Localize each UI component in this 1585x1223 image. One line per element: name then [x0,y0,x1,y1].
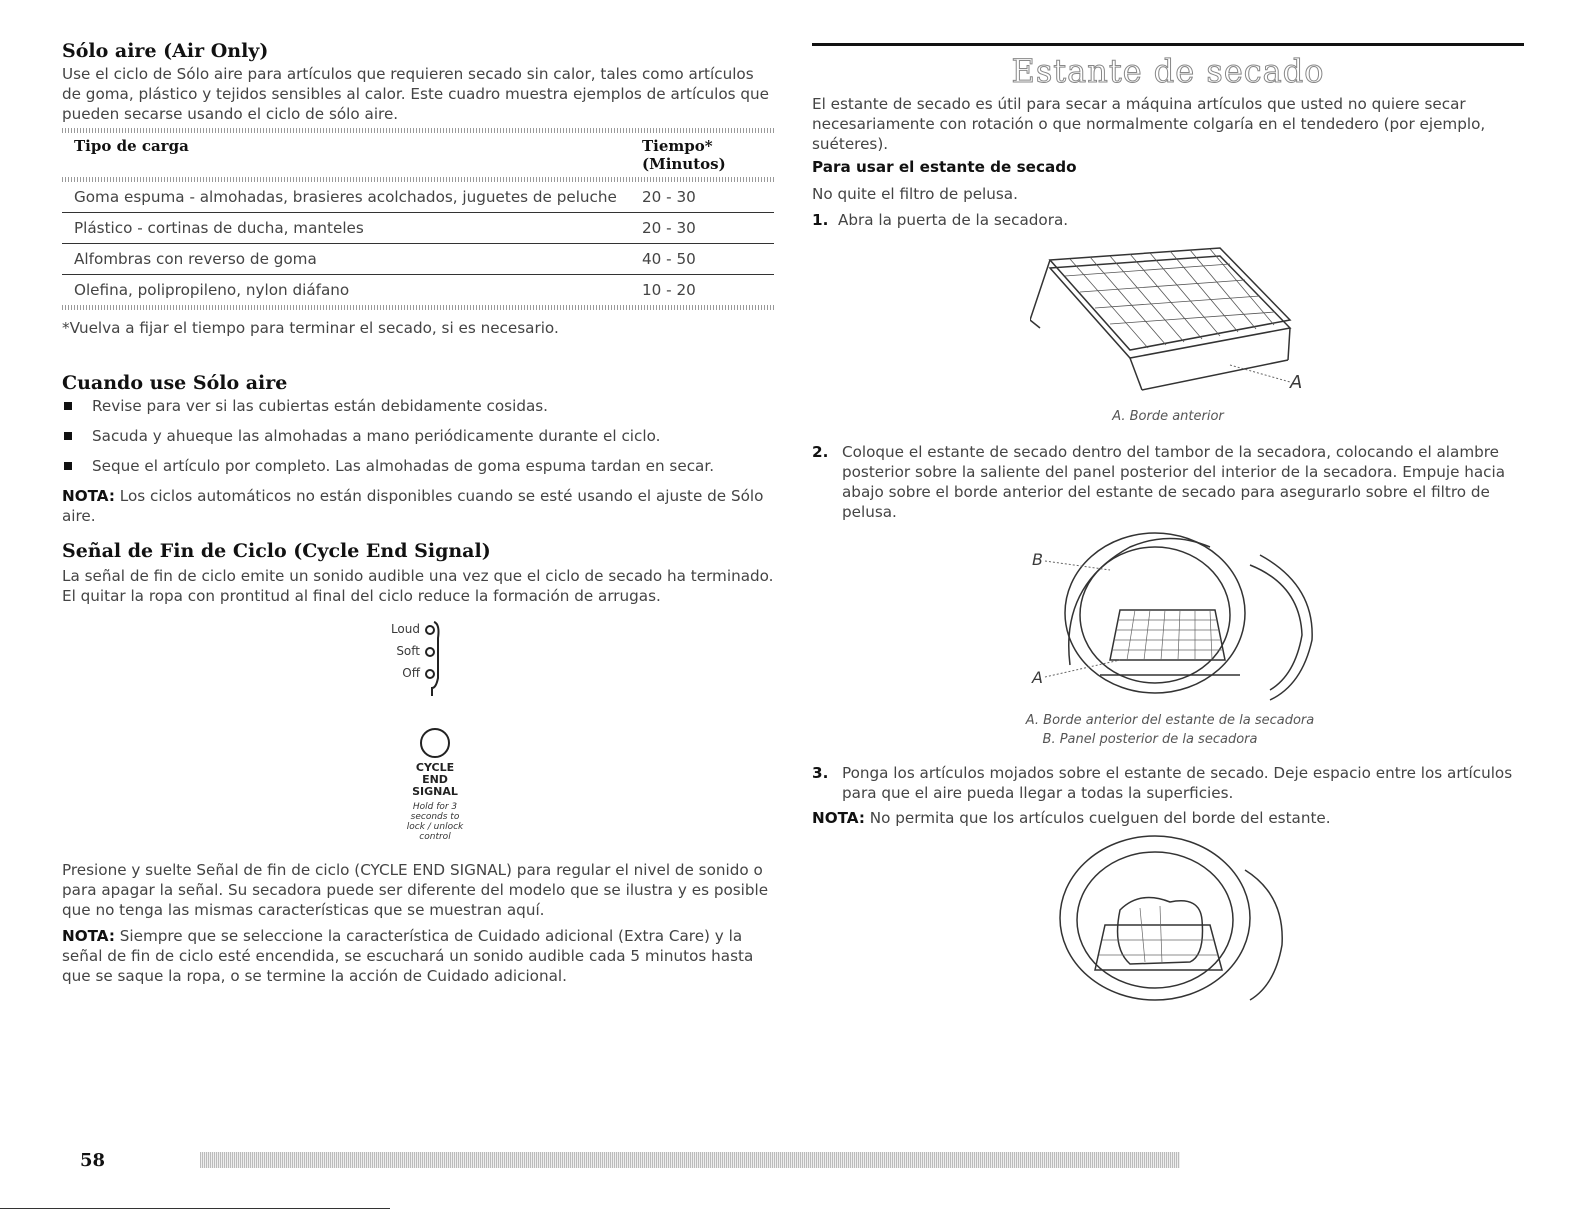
fig2-label-b: B [1032,550,1043,569]
fig2-caption-a: A. Borde anterior del estante de la secadora [1025,713,1315,728]
nota-text: Siempre que se seleccione la característica de Cuidado adicional (Extra Care) y la señal de fin de ciclo esté encendida, se escuchará un sonido audible cada 5 minutos hasta que se saque la ropa, o se termine la acción de Cuidado adicional. [62,927,754,985]
step-number: 2. [812,443,829,461]
fig1-caption: A. Borde anterior [1112,409,1224,424]
off-label: Off [402,666,420,680]
hold-line: lock / unlock [406,822,464,832]
hold-line: control [419,832,451,842]
nota-extra-care [62,926,774,986]
section-rule [812,43,1524,46]
col-time-label: Tiempo* [642,137,713,155]
table-row [62,244,774,275]
time-cell: 10 - 20 [642,281,696,299]
cycle-end-signal-label [395,762,475,798]
senal-heading: Señal de Fin de Ciclo (Cycle End Signal) [62,540,491,562]
table-bottom-rule [62,305,774,310]
step-1 [812,210,1068,230]
step-text: Abra la puerta de la secadora. [838,211,1069,229]
nota-label: NOTA: [812,809,865,827]
cuando-heading: Cuando use Sólo aire [62,372,288,394]
drying-rack-figure [1030,240,1310,400]
nota-air-only [62,486,774,526]
cuando-list [62,396,774,486]
loud-label: Loud [390,622,420,636]
list-item: Seque el artículo por completo. Las almohadas de goma espuma tardan en secar. [62,456,774,476]
footer-bar [200,1152,1180,1168]
nota-rack [812,808,1524,828]
senal-text: La señal de fin de ciclo emite un sonido audible una vez que el ciclo de secado ha terminado. El quitar la ropa con prontitud al final del ciclo reduce la formación de arrugas. [62,567,774,605]
page-title: Estante de secado [1011,52,1325,90]
time-cell: 20 - 30 [642,219,696,237]
air-only-table [62,128,774,310]
nota-text: No permita que los artículos cuelguen del borde del estante. [864,809,1331,827]
col-load-header: Tipo de carga [74,137,189,155]
rack-intro: El estante de secado es útil para secar a máquina artículos que usted no quiere secar necesariamente con rotación o que normalmente colgaría en el tendedero (por ejemplo, suéteres). [812,95,1486,153]
fig2-label-a: A [1032,668,1043,687]
nota-text: Los ciclos automáticos no están disponibles cuando se esté usando el ajuste de Sólo aire. [62,487,764,525]
solo-aire-intro: Use el ciclo de Sólo aire para artículos que requieren secado sin calor, tales como artículos de goma, plástico y tejidos sensibles al calor. Este cuadro muestra ejemplos de artículos que pueden secarse usando el ciclo de sólo aire. [62,65,770,123]
page-number: 58 [80,1150,106,1171]
time-cell: 20 - 30 [642,188,696,206]
load-cell: Alfombras con reverso de goma [74,250,317,268]
label-line: END [422,773,448,786]
table-row [62,182,774,213]
label-line: CYCLE [415,761,455,774]
footer-rule [0,1208,390,1209]
table-header-row [62,133,774,177]
hold-line: Hold for 3 [412,802,458,812]
no-quite-text: No quite el filtro de pelusa. [812,185,1018,203]
time-cell: 40 - 50 [642,250,696,268]
rack-in-drum-figure [1040,525,1320,705]
cycle-end-signal-panel [340,616,500,856]
nota-label: NOTA: [62,487,115,505]
fig1-label-a: A [1290,372,1303,393]
table-row [62,213,774,244]
usar-heading: Para usar el estante de secado [812,158,1077,176]
fig2-caption-b: B. Panel posterior de la secadora [1042,732,1258,747]
presione-text: Presione y suelte Señal de fin de ciclo (CYCLE END SIGNAL) para regular el nivel de sonido o para apagar la señal. Su secadora puede ser diferente del modelo que se ilustra y es posible que no tenga las mismas características que se muestran aquí. [62,861,769,919]
load-cell: Olefina, polipropileno, nylon diáfano [74,281,350,299]
col-time-header [630,133,774,177]
soft-label: Soft [396,644,420,658]
load-cell: Plástico - cortinas de ducha, manteles [74,219,364,237]
step-number: 3. [812,764,829,782]
cycle-end-signal-button[interactable] [420,728,450,758]
nota-label: NOTA: [62,927,115,945]
hold-instructions [395,802,475,842]
table-footnote: *Vuelva a fijar el tiempo para terminar el secado, si es necesario. [62,319,559,337]
step-3 [812,763,1524,803]
step-text: Ponga los artículos mojados sobre el estante de secado. Deje espacio entre los artículos para que el aire pueda llegar a todas la superficies. [842,764,1513,802]
items-on-rack-figure [1050,830,1290,1005]
level-indicator-icon [422,618,446,698]
col-time-unit: (Minutos) [642,155,726,173]
list-item: Sacuda y ahueque las almohadas a mano periódicamente durante el ciclo. [62,426,774,446]
list-item: Revise para ver si las cubiertas están debidamente cosidas. [62,396,774,416]
table-row [62,275,774,306]
step-text: Coloque el estante de secado dentro del tambor de la secadora, colocando el alambre posterior sobre la saliente del panel posterior del interior de la secadora. Empuje hacia abajo sobre el borde anterior del estante de secado para asegurarlo sobre el filtro de pelusa. [842,443,1506,521]
step-2 [812,442,1524,522]
step-number: 1. [812,211,829,229]
load-cell: Goma espuma - almohadas, brasieres acolchados, juguetes de peluche [74,188,617,206]
hold-line: seconds to [410,812,460,822]
solo-aire-heading: Sólo aire (Air Only) [62,40,269,62]
label-line: SIGNAL [412,785,458,798]
